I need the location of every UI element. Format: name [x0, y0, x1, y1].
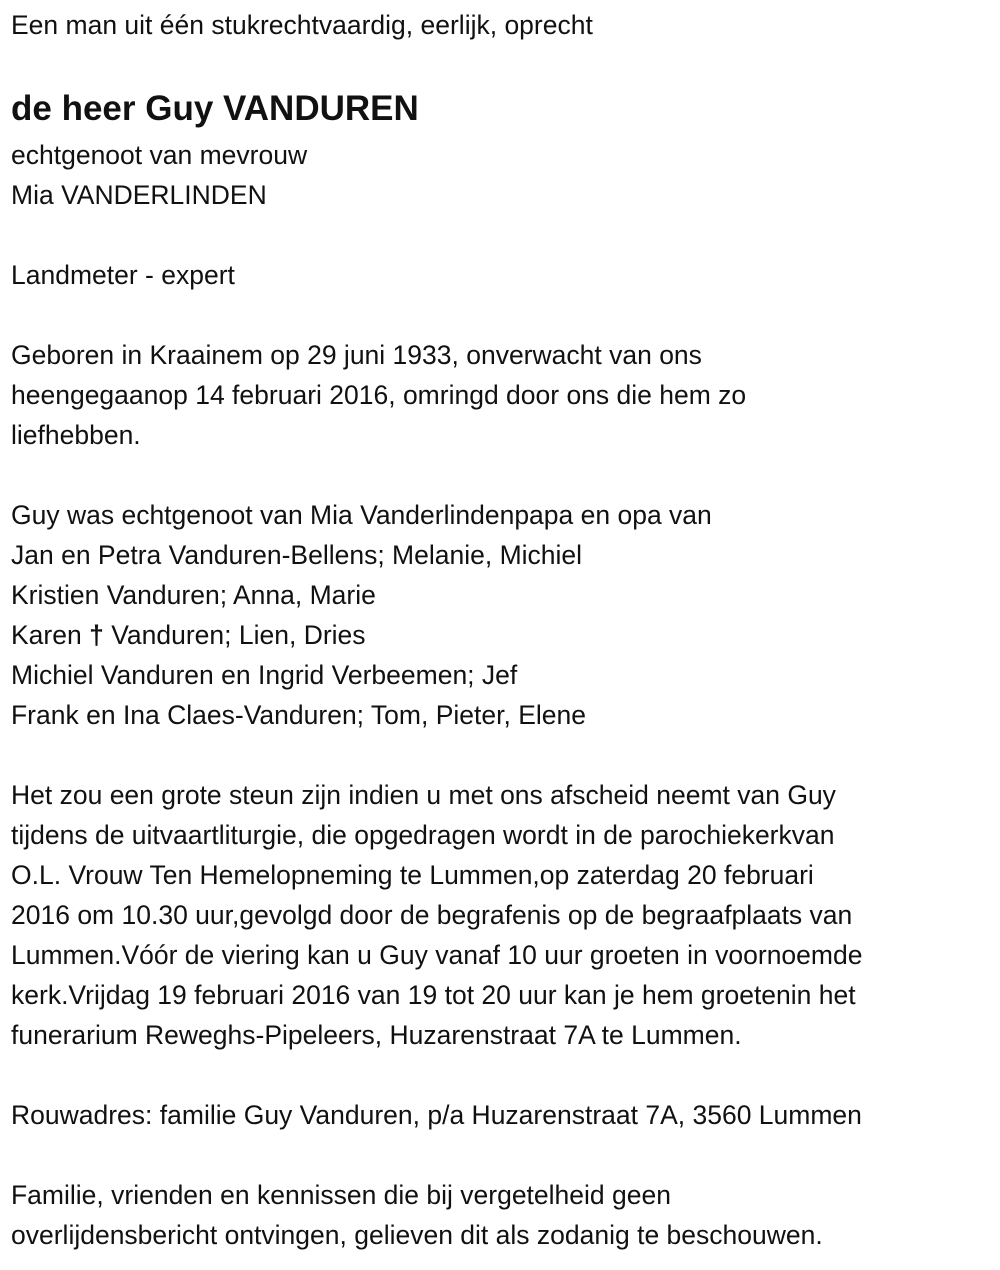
funeral-line: funerarium Reweghs-Pipeleers, Huzarenstraat 7A te Lummen. [11, 1020, 742, 1050]
funeral-line: kerk.Vrijdag 19 februari 2016 van 19 tot 20 uur kan je hem groetenin het [11, 980, 856, 1010]
deceased-name-title: de heer Guy VANDUREN [11, 89, 419, 128]
karen-rest: Vanduren; Lien, Dries [103, 620, 366, 650]
closing-line: Familie, vrienden en kennissen die bij vergetelheid geen [11, 1180, 671, 1210]
spouse-name: Mia VANDERLINDEN [11, 180, 267, 210]
family-line: Jan en Petra Vanduren-Bellens; Melanie, Michiel [11, 540, 583, 570]
funeral-line: Het zou een grote steun zijn indien u met ons afscheid neemt van Guy [11, 780, 836, 810]
mourning-address: Rouwadres: familie Guy Vanduren, p/a Huzarenstraat 7A, 3560 Lummen [11, 1100, 862, 1130]
spouse-line: echtgenoot van mevrouw [11, 140, 308, 170]
family-line-karen [11, 615, 862, 655]
family-line: Kristien Vanduren; Anna, Marie [11, 580, 376, 610]
family-line: Guy was echtgenoot van Mia Vanderlindenpapa en opa van [11, 500, 712, 530]
funeral-line: Lummen.Vóór de viering kan u Guy vanaf 10 uur groeten in voornoemde [11, 940, 863, 970]
intro-line: Een man uit één stukrechtvaardig, eerlijk, oprecht [11, 10, 593, 40]
closing-line: overlijdensbericht ontvingen, gelieven dit als zodanig te beschouwen. [11, 1220, 823, 1250]
birth-line: heengegaanop 14 februari 2016, omringd door ons die hem zo [11, 380, 747, 410]
funeral-line: 2016 om 10.30 uur,gevolgd door de begrafenis op de begraafplaats van [11, 900, 853, 930]
family-line: Michiel Vanduren en Ingrid Verbeemen; Jef [11, 660, 518, 690]
funeral-line: O.L. Vrouw Ten Hemelopneming te Lummen,op zaterdag 20 februari [11, 860, 814, 890]
birth-line: Geboren in Kraainem op 29 juni 1933, onverwacht van ons [11, 340, 702, 370]
birth-line: liefhebben. [11, 420, 141, 450]
karen-name: Karen [11, 620, 90, 650]
obituary-text [11, 5, 862, 1255]
funeral-line: tijdens de uitvaartliturgie, die opgedragen wordt in de parochiekerkvan [11, 820, 835, 850]
profession: Landmeter - expert [11, 260, 235, 290]
cross-icon: † [89, 620, 104, 650]
family-line: Frank en Ina Claes-Vanduren; Tom, Pieter, Elene [11, 700, 586, 730]
